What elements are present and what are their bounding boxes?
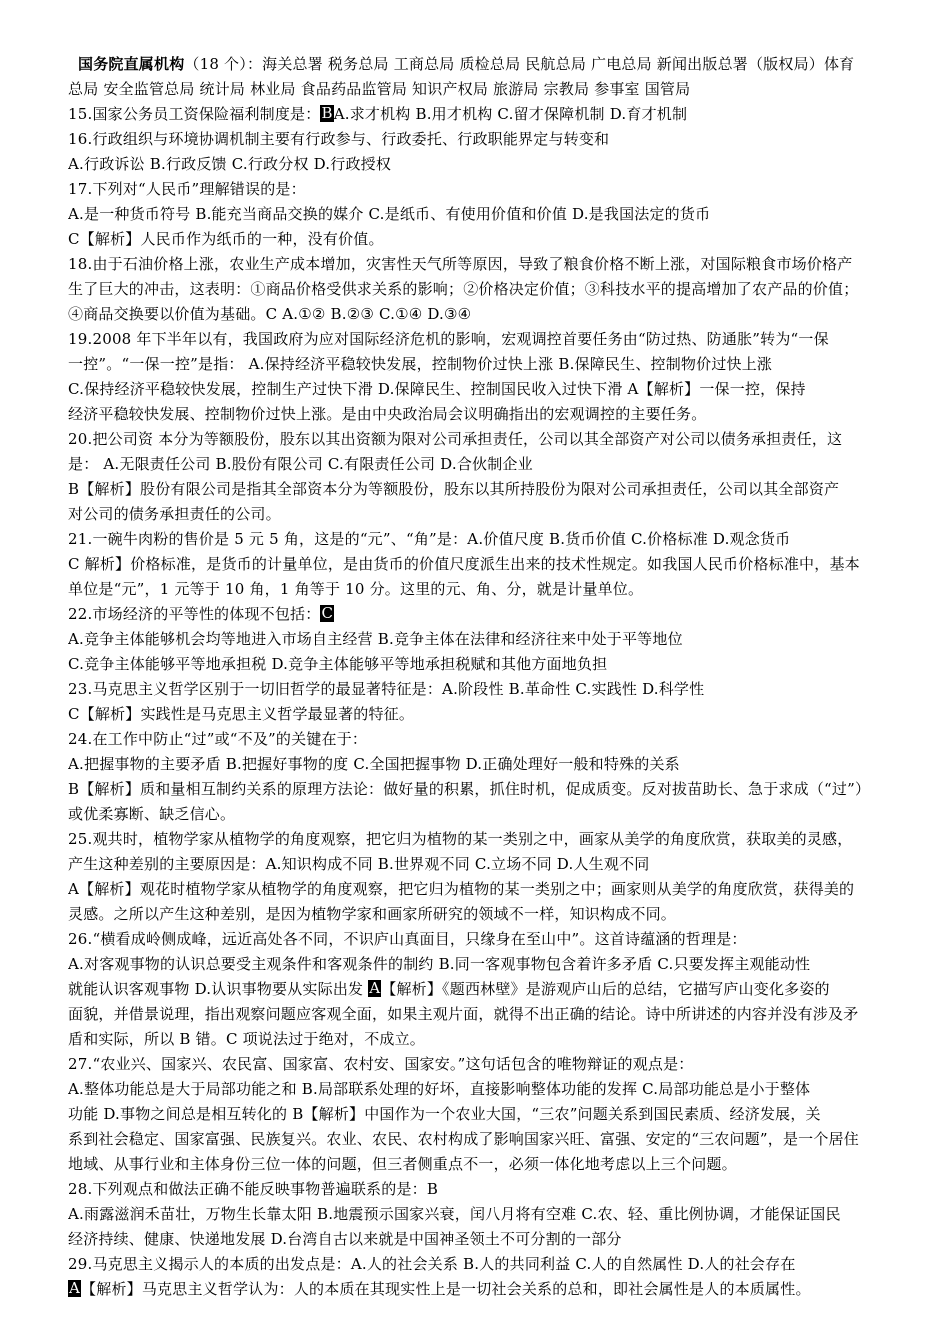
line-text: A.整体功能总是大于局部功能之和 B.局部联系处理的好坏，直接影响整体功能的发挥 C.局部功能总是小于整体 — [68, 1080, 811, 1098]
question-27-analysis — [68, 1102, 910, 1126]
text-line-14 — [68, 402, 910, 426]
question-27 — [68, 1052, 910, 1076]
line-text: A.求才机构 B.用才机构 C.留才保障机制 D.育才机制 — [333, 105, 688, 123]
question-22-options-2 — [68, 652, 910, 676]
line-text: 25.观共时，植物学家从植物学的角度观察，把它归为植物的某一类别之中，画家从美学的角度欣赏，获取美的灵感， — [68, 830, 853, 848]
line-text: 【解析】《题西林壁》是游观庐山后的总结，它描写庐山变化多姿的 — [381, 980, 830, 998]
line-text: 26.“横看成岭侧成峰，远近高处各不同，不识庐山真面目，只缘身在至山中”。这首诗蕴涵的哲理是： — [68, 930, 747, 948]
text-line-9 — [68, 277, 910, 301]
line-text: 就能认识客观事物 D.认识事物要从实际出发 — [68, 980, 369, 998]
line-text: C.竞争主体能够平等地承担税 D.竞争主体能够平等地承担税赋和其他方面地负担 — [68, 655, 608, 673]
question-20-analysis — [68, 477, 910, 501]
text-line-1 — [68, 77, 910, 101]
line-text: 总局 安全监管总局 统计局 林业局 食品药品监管局 知识产权局 旅游局 宗教局 参事室 国管局 — [68, 80, 691, 98]
line-text: A.竞争主体能够机会均等地进入市场自主经营 B.竞争主体在法律和经济往来中处于平等地位 — [68, 630, 683, 648]
line-text: 地域、从事行业和主体身份三位一体的问题，但三者侧重点不一，必须一体化地考虑以上三个问题。 — [68, 1155, 737, 1173]
line-text: 生了巨大的冲击，这表明：①商品价格受供求关系的影响；②价格决定价值；③科技水平的提高增加了农产品的价值； — [68, 280, 859, 298]
line-text: 23.马克思主义哲学区别于一切旧哲学的最显著特征是：A.阶段性 B.革命性 C.实践性 D.科学性 — [68, 680, 705, 698]
line-text: 24.在工作中防止“过”或“不及”的关键在于： — [68, 730, 368, 748]
text-line-30 — [68, 802, 910, 826]
line-text: 21.一碗牛肉粉的售价是 5 元 5 角，这是的“元”、“角”是：A.价值尺度 B.货币价值 C.价格标准 D.观念货币 — [68, 530, 791, 548]
line-text: 22.市场经济的平等性的体现不包括： — [68, 605, 321, 623]
text-line-0 — [78, 52, 910, 76]
text-line-44 — [68, 1152, 910, 1176]
text-line-39 — [68, 1027, 910, 1051]
question-29-analysis — [68, 1277, 910, 1301]
question-21-analysis — [68, 552, 910, 576]
heading-direct-agencies: 国务院直属机构 — [78, 55, 185, 73]
question-17-options — [68, 202, 910, 226]
question-22-options-1 — [68, 627, 910, 651]
question-17-analysis — [68, 227, 910, 251]
line-text: 对公司的债务承担责任的公司。 — [68, 505, 281, 523]
question-18 — [68, 252, 910, 276]
line-text: A.是一种货币符号 B.能充当商品交换的媒介 C.是纸币、有使用价值和价值 D.是我国法定的货币 — [68, 205, 711, 223]
line-text: 功能 D.事物之间总是相互转化的 B【解析】中国作为一个农业大国，“三农”问题关系到国民素质、经济发展，关 — [68, 1105, 821, 1123]
text-line-12 — [68, 352, 910, 376]
question-20-options — [68, 452, 910, 476]
line-text: 29.马克思主义揭示人的本质的出发点是：A.人的社会关系 B.人的共同利益 C.人的自然属性 D.人的社会存在 — [68, 1255, 796, 1273]
question-25 — [68, 827, 910, 851]
line-text: A.行政诉讼 B.行政反馈 C.行政分权 D.行政授权 — [68, 155, 392, 173]
text-line-13 — [68, 377, 910, 401]
text-line-10 — [68, 302, 910, 326]
line-text: A.雨露滋润禾苗壮，万物生长靠太阳 B.地震预示国家兴衰，闰八月将有空难 C.农、轻、重比例协调，才能保证国民 — [68, 1205, 841, 1223]
line-text: 单位是“元”，1 元等于 10 角，1 角等于 10 分。这里的元、角、分，就是计量单位。 — [68, 580, 644, 598]
answer-highlight: B — [321, 104, 333, 122]
question-28-options — [68, 1202, 910, 1226]
line-text: ④商品交换要以价值为基础。C A.①② B.②③ C.①④ D.③④ — [68, 305, 472, 323]
line-text: 是： A.无限责任公司 B.股份有限公司 C.有限责任公司 D.合伙制企业 — [68, 455, 533, 473]
question-16 — [68, 127, 910, 151]
line-text: 27.“农业兴、国家兴、农民富、国家富、农村安、国家安。”这句话包含的唯物辩证的观点是： — [68, 1055, 694, 1073]
line-text: 19.2008 年下半年以有，我国政府为应对国际经济危机的影响，宏观调控首要任务由“防过热、防通胀”转为“一保 — [68, 330, 829, 348]
line-text: 经济平稳较快发展、控制物价过快上涨。是由中央政治局会议明确指出的宏观调控的主要任务。 — [68, 405, 707, 423]
question-24-options — [68, 752, 910, 776]
line-text: A【解析】观花时植物学家从植物学的角度观察，把它归为植物的某一类别之中；画家则从美学的角度欣赏，获得美的 — [68, 880, 855, 898]
question-22 — [68, 602, 910, 626]
line-text: 灵感。之所以产生这种差别，是因为植物学家和画家所研究的领域不一样，知识构成不同。 — [68, 905, 677, 923]
question-26-options — [68, 952, 910, 976]
line-text: B【解析】质和量相互制约关系的原理方法论：做好量的积累，抓住时机，促成质变。反对拔苗助长、急于求成（“过”） — [68, 780, 871, 798]
question-24 — [68, 727, 910, 751]
line-text: 18.由于石油价格上涨，农业生产成本增加，灾害性天气所等原因，导致了粮食价格不断上涨，对国际粮食市场价格产 — [68, 255, 853, 273]
line-text: A.把握事物的主要矛盾 B.把握好事物的度 C.全国把握事物 D.正确处理好一般和特殊的关系 — [68, 755, 680, 773]
question-25-analysis — [68, 877, 910, 901]
line-text: （18 个）：海关总署 税务总局 工商总局 质检总局 民航总局 广电总局 新闻出版总署（版权局）体育 — [184, 55, 855, 73]
question-21 — [68, 527, 910, 551]
answer-highlight: A — [69, 1279, 81, 1297]
question-23 — [68, 677, 910, 701]
question-26-analysis — [68, 977, 910, 1001]
line-text: A.对客观事物的认识总要受主观条件和客观条件的制约 B.同一客观事物包含着许多矛盾 C.只要发挥主观能动性 — [68, 955, 811, 973]
line-text: 或优柔寡断、缺乏信心。 — [68, 805, 236, 823]
text-line-43 — [68, 1127, 910, 1151]
question-15 — [68, 102, 910, 126]
text-line-18 — [68, 502, 910, 526]
line-text: 20.把公司资 本分为等额股份，股东以其出资额为限对公司承担责任，公司以其全部资产对公司以债务承担责任，这 — [68, 430, 843, 448]
question-25-options — [68, 852, 910, 876]
text-line-47 — [68, 1227, 910, 1251]
line-text: 面貌，并借景说理，指出观察问题应客观全面，如果主观片面，就得不出正确的结论。诗中所讲述的内容并没有涉及矛 — [68, 1005, 859, 1023]
answer-highlight: A — [369, 979, 381, 997]
line-text: 16.行政组织与环境协调机制主要有行政参与、行政委托、行政职能界定与转变和 — [68, 130, 610, 148]
text-line-38 — [68, 1002, 910, 1026]
question-29 — [68, 1252, 910, 1276]
line-text: 盾和实际，所以 B 错。C 项说法过于绝对，不成立。 — [68, 1030, 426, 1048]
line-text: 28.下列观点和做法正确不能反映事物普遍联系的是：B — [68, 1180, 439, 1198]
question-19 — [68, 327, 910, 351]
line-text: 17.下列对“人民币”理解错误的是： — [68, 180, 306, 198]
line-text: 产生这种差别的主要原因是：A.知识构成不同 B.世界观不同 C.立场不同 D.人生观不同 — [68, 855, 650, 873]
answer-highlight: C — [321, 604, 334, 622]
question-26 — [68, 927, 910, 951]
question-23-analysis — [68, 702, 910, 726]
question-20 — [68, 427, 910, 451]
line-text: C【解析】实践性是马克思主义哲学最显著的特征。 — [68, 705, 415, 723]
question-28 — [68, 1177, 910, 1201]
line-text: C.保持经济平稳较快发展，控制生产过快下滑 D.保障民生、控制国民收入过快下滑 A【解析】一保一控，保持 — [68, 380, 806, 398]
line-text: 15.国家公务员工资保险福利制度是： — [68, 105, 321, 123]
text-line-21 — [68, 577, 910, 601]
line-text: B【解析】股份有限公司是指其全部资本分为等额股份，股东以其所持股份为限对公司承担责任，公司以其全部资产 — [68, 480, 840, 498]
line-text: C 解析】价格标准，是货币的计量单位，是由货币的价值尺度派生出来的技术性规定。如我国人民币价格标准中，基本 — [68, 555, 860, 573]
text-line-34 — [68, 902, 910, 926]
question-17 — [68, 177, 910, 201]
line-text: C【解析】人民币作为纸币的一种，没有价值。 — [68, 230, 384, 248]
question-24-analysis — [68, 777, 910, 801]
question-16-options — [68, 152, 910, 176]
question-27-options — [68, 1077, 910, 1101]
line-text: 系到社会稳定、国家富强、民族复兴。农业、农民、农村构成了影响国家兴旺、富强、安定的“三农问题”，是一个居住 — [68, 1130, 859, 1148]
line-text: 一控”。“一保一控”是指： A.保持经济平稳较快发展，控制物价过快上涨 B.保障民生、控制物价过快上涨 — [68, 355, 773, 373]
line-text: 经济持续、健康、快递地发展 D.台湾自古以来就是中国神圣领土不可分割的一部分 — [68, 1230, 622, 1248]
line-text: 【解析】马克思主义哲学认为：人的本质在其现实性上是一切社会关系的总和，即社会属性是人的本质属性。 — [81, 1280, 811, 1298]
